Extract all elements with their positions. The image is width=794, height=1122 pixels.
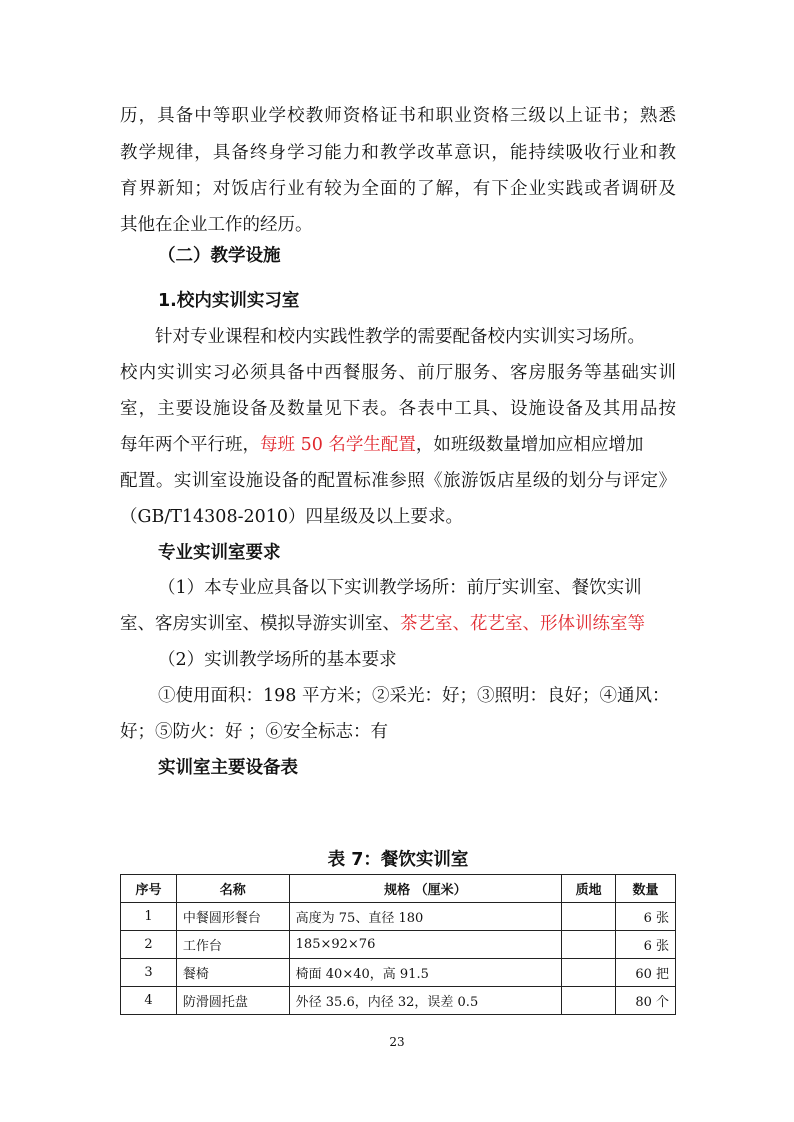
paragraph-line: 教学规律，具备终身学习能力和教学改革意识，能持续吸收行业和教 — [120, 143, 676, 163]
requirements-heading: 专业实训室要求 — [158, 543, 281, 563]
header-no: 序号 — [121, 875, 177, 903]
cell-spec: 高度为 75、直径 180 — [289, 903, 561, 931]
cell-no: 3 — [121, 959, 177, 987]
paragraph-line: 其他在企业工作的经历。 — [120, 215, 313, 235]
table-section-heading: 实训室主要设备表 — [158, 758, 298, 778]
cell-qty: 6 张 — [616, 931, 676, 959]
cell-qty: 6 张 — [616, 903, 676, 931]
text-span: 每年两个平行班， — [120, 435, 260, 455]
table-row — [121, 903, 676, 931]
table-header-row — [121, 875, 676, 903]
table-row — [121, 987, 676, 1015]
cell-material — [562, 931, 616, 959]
page-number: 23 — [389, 1035, 405, 1049]
cell-qty: 60 把 — [616, 959, 676, 987]
cell-name: 餐椅 — [176, 959, 289, 987]
cell-no: 1 — [121, 903, 177, 931]
cell-no: 4 — [121, 987, 177, 1015]
highlighted-text: 茶艺室、花艺室、形体训练室等 — [400, 614, 645, 634]
cell-material — [562, 903, 616, 931]
cell-no: 2 — [121, 931, 177, 959]
paragraph-line: 历，具备中等职业学校教师资格证书和职业资格三级以上证书；熟悉 — [120, 106, 676, 126]
paragraph-line: （GB/T14308-2010）四星级及以上要求。 — [120, 507, 464, 527]
highlighted-text: 每班 50 名学生配置 — [260, 435, 416, 455]
cell-spec: 外径 35.6，内径 32，误差 0.5 — [289, 987, 561, 1015]
table-row — [121, 959, 676, 987]
paragraph-line: 好；⑤防火：好 ；⑥安全标志：有 — [120, 722, 389, 742]
paragraph-line: 校内实训实习必须具备中西餐服务、前厅服务、客房服务等基础实训 — [120, 363, 676, 383]
cell-qty: 80 个 — [616, 987, 676, 1015]
paragraph-line: （2）实训教学场所的基本要求 — [158, 650, 397, 670]
paragraph-line: （1）本专业应具备以下实训教学场所：前厅实训室、餐饮实训 — [158, 578, 642, 598]
cell-name: 工作台 — [176, 931, 289, 959]
paragraph-line: 针对专业课程和校内实践性教学的需要配备校内实训实习场所。 — [155, 327, 645, 347]
subsection-heading: 1.校内实训实习室 — [158, 291, 300, 311]
paragraph-line: ①使用面积：198 平方米；②采光：好；③照明：良好；④通风： — [158, 686, 670, 706]
text-span: ，如班级数量增加应相应增加 — [415, 435, 644, 455]
paragraph-line — [120, 612, 676, 636]
header-qty: 数量 — [616, 875, 676, 903]
cell-spec: 185×92×76 — [289, 931, 561, 959]
cell-material — [562, 959, 616, 987]
cell-name: 中餐圆形餐台 — [176, 903, 289, 931]
header-name: 名称 — [176, 875, 289, 903]
paragraph-line: 室，主要设施设备及数量见下表。各表中工具、设施设备及其用品按 — [120, 399, 676, 419]
paragraph-line: 育界新知；对饭店行业有较为全面的了解，有下企业实践或者调研及 — [120, 179, 676, 199]
table-row — [121, 931, 676, 959]
paragraph-line — [120, 433, 676, 457]
equipment-table — [120, 874, 676, 1015]
header-material: 质地 — [562, 875, 616, 903]
paragraph-line: 配置。实训室设施设备的配置标准参照《旅游饭店星级的划分与评定》 — [120, 471, 676, 491]
cell-material — [562, 987, 616, 1015]
text-span: 室、客房实训室、模拟导游实训室、 — [120, 614, 400, 634]
section-heading: （二）教学设施 — [158, 246, 281, 266]
cell-spec: 椅面 40×40，高 91.5 — [289, 959, 561, 987]
table-caption: 表 7：餐饮实训室 — [327, 850, 469, 870]
cell-name: 防滑圆托盘 — [176, 987, 289, 1015]
header-spec: 规格 （厘米） — [289, 875, 561, 903]
